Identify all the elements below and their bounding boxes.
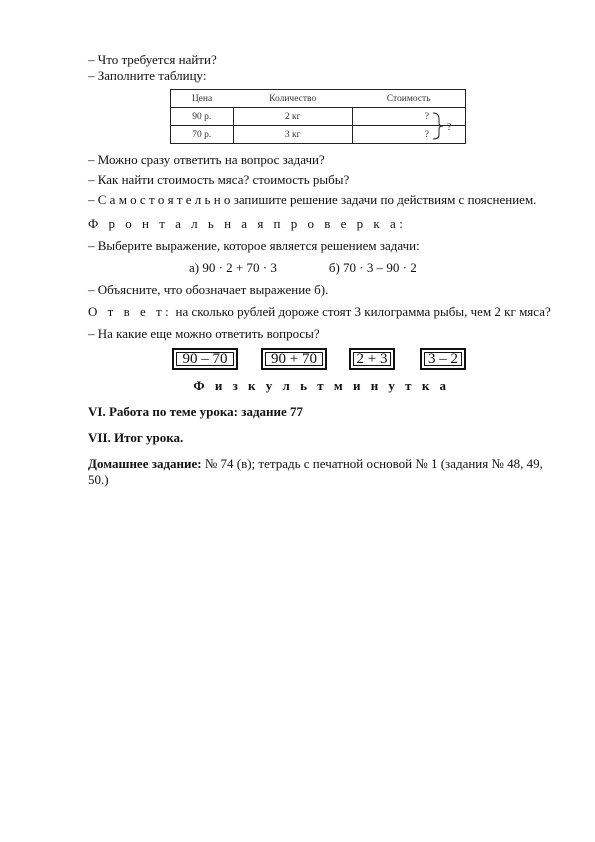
expression-b: б) 70 · 3 – 90 · 2 [328,260,417,275]
choose-expression: – Выберите выражение, которое является решением задачи: [88,238,420,253]
answer-line [88,304,555,320]
price-table [170,89,466,144]
cell-price: 70 р. [171,126,234,144]
homework-text: № 74 (в); тетрадь с печатной основой № 1 (задания № 48, 49, 50.) [88,456,543,487]
header-cost: Стоимость [352,90,465,108]
header-quantity: Количество [233,90,352,108]
cost-value: ? [424,111,429,122]
expression-boxes [88,348,555,372]
instruction-fill-table: – Заполните таблицу: [88,68,207,83]
cell-quantity: 3 кг [233,126,352,144]
cost-value: ? [424,129,429,140]
other-questions: – На какие еще можно ответить вопросы? [88,326,320,341]
expressions-line [189,260,555,276]
section-6-heading: VI. Работа по теме урока: задание 77 [88,404,304,419]
expression-box: 90 + 70 [261,348,327,370]
table-row [171,108,466,126]
homework-label: Домашнее задание: [88,456,202,471]
table-header-row [171,90,466,108]
self-work-instruction [88,192,555,208]
section-7-heading: VII. Итог урока. [88,430,184,445]
expression-box: 3 – 2 [420,348,466,370]
explain-instruction: – Объясните, что обозначает выражение б). [88,282,329,297]
question-what-to-find: – Что требуется найти? [88,52,217,67]
expression-box: 90 – 70 [172,348,238,370]
expression-box: 2 + 3 [349,348,395,370]
self-work-text: запишите решение задачи по действиям с пояснением. [230,192,537,207]
cell-cost [352,126,465,144]
expression-a: а) 90 · 2 + 70 · 3 [189,260,277,275]
question-answer-now: – Можно сразу ответить на вопрос задачи? [88,152,325,167]
self-work-word: – С а м о с т о я т е л ь н о [88,192,231,207]
cell-cost [352,108,465,133]
frontal-check-heading: Ф р о н т а л ь н а я п р о в е р к а: [88,216,407,231]
cell-quantity: 2 кг [233,108,352,126]
brace-label: ? [447,122,452,133]
answer-word: О т в е т: [88,304,173,319]
question-how-to-find: – Как найти стоимость мяса? стоимость рыбы? [88,172,350,187]
worksheet-page [88,52,555,488]
homework-line [88,456,555,488]
header-price: Цена [171,90,234,108]
answer-text: на сколько рублей дороже стоят 3 килограмма рыбы, чем 2 кг мяса? [172,304,551,319]
table-row [171,126,466,144]
cell-price: 90 р. [171,108,234,126]
fizkult-heading: Ф и з к у л ь т м и н у т к а [193,378,450,393]
